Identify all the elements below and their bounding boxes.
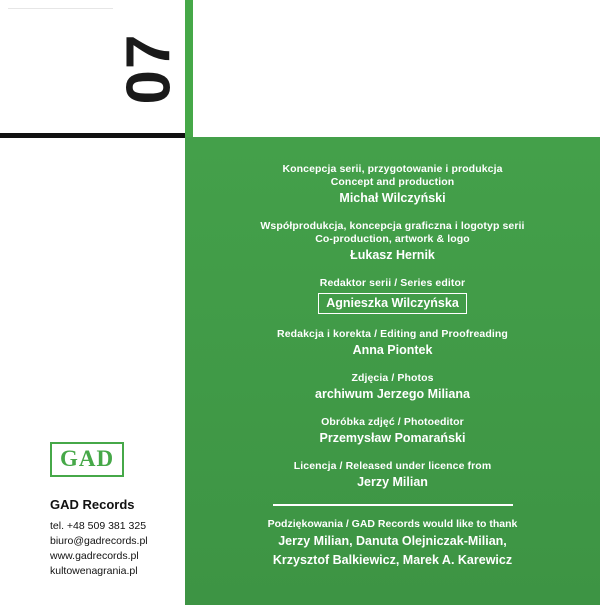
logo-frame — [50, 442, 124, 477]
contact-email[interactable]: biuro@gadrecords.pl — [50, 535, 148, 547]
credits-list — [185, 163, 600, 583]
contact-website[interactable]: www.gadrecords.pl — [50, 550, 139, 562]
label-column — [0, 138, 185, 605]
credit-person: Przemysław Pomarański — [319, 431, 466, 445]
credit-role: Redakcja i korekta / Editing and Proofreading — [277, 328, 508, 340]
gad-logo — [50, 442, 124, 477]
credit-role: Koncepcja serii, przygotowanie i produkcja — [282, 163, 503, 175]
credit-entry — [185, 416, 600, 446]
credit-person: archiwum Jerzego Miliana — [315, 387, 470, 401]
credit-entry — [185, 163, 600, 206]
top-band — [0, 0, 600, 137]
logo-text: GAD — [60, 446, 115, 471]
vertical-green-stripe — [185, 0, 193, 137]
credit-entry — [185, 372, 600, 402]
section-divider — [273, 504, 513, 506]
credit-entry — [185, 328, 600, 358]
credit-person: Michał Wilczyński — [339, 191, 446, 205]
thanks-heading: Podziękowania / GAD Records would like to thank — [267, 517, 518, 530]
issue-number-block — [113, 0, 185, 137]
thanks-block — [185, 518, 600, 569]
credit-person: Anna Piontek — [352, 343, 433, 357]
credit-role: Obróbka zdjęć / Photoeditor — [321, 416, 464, 428]
thanks-names-line-1: Jerzy Milian, Danuta Olejniczak-Milian, — [278, 533, 507, 548]
credit-role: Redaktor serii / Series editor — [319, 277, 466, 289]
label-contact — [50, 519, 148, 579]
credits-panel — [185, 137, 600, 605]
credit-role: Licencja / Released under licence from — [293, 460, 492, 472]
credit-person: Łukasz Hernik — [350, 248, 435, 262]
label-name: GAD Records — [50, 497, 135, 512]
credit-role-en: Co-production, artwork & logo — [315, 233, 470, 245]
contact-phone: tel. +48 509 381 325 — [50, 520, 147, 532]
credit-entry — [185, 460, 600, 490]
thanks-names-line-2: Krzysztof Balkiewicz, Marek A. Karewicz — [272, 552, 513, 567]
credit-entry — [185, 277, 600, 314]
credit-role-en: Concept and production — [330, 176, 455, 188]
credit-entry — [185, 220, 600, 263]
credit-person: Jerzy Milian — [357, 475, 428, 489]
credit-person-boxed: Agnieszka Wilczyńska — [318, 293, 467, 314]
contact-website-alt[interactable]: kultowenagrania.pl — [50, 565, 138, 577]
credit-role: Zdjęcia / Photos — [351, 372, 434, 384]
credit-role: Współprodukcja, koncepcja graficzna i logotyp serii — [260, 220, 525, 232]
issue-number: 07 — [114, 33, 184, 104]
